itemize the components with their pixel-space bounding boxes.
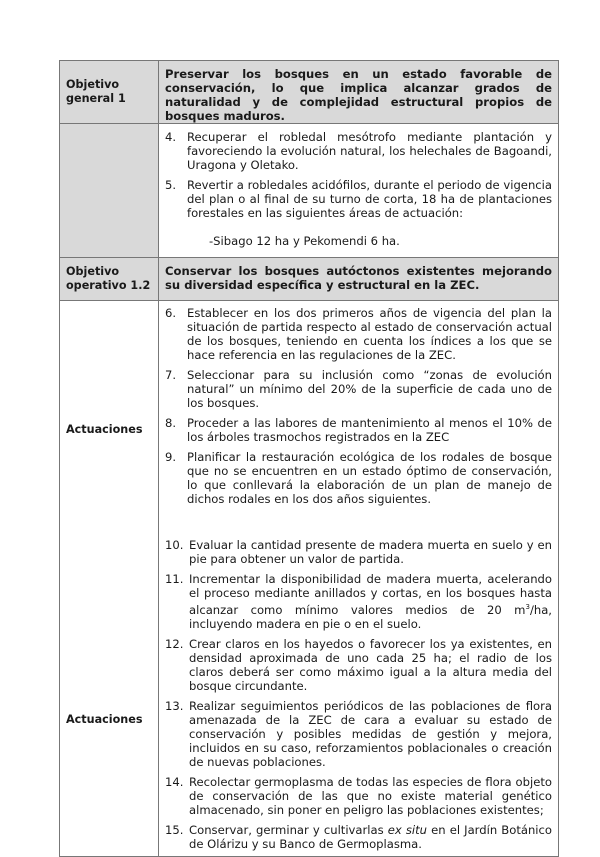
list-item [165,306,552,362]
item-text: Seleccionar para su inclusión como “zonas de evolución natural” un mínimo del 20% de la superficie de cada uno de los bosques. [187,368,552,410]
item-number: 9. [165,450,177,464]
empty-label-cell [60,124,159,257]
item-text: Recolectar germoplasma de todas las especies de flora objeto de conservación de las que no existe material genético almacenado, sin poner en peligro las poblaciones existentes; [189,774,552,817]
general-objective-row [60,61,558,123]
item-number: 10. [165,538,184,552]
item-text: Crear claros en los hayedos o favorecer los ya existentes, en densidad aproximada de uno cada 25 ha; el radio de los claros deberá ser como máximo igual a la altura media del bosque circundante. [189,636,552,693]
item-text-part: Conservar, germinar y cultivarlas [189,822,388,837]
item-text: Recuperar el robledal mesótrofo mediante plantación y favoreciendo la evolución natural, los helechales de Bagoandi, Uragona y Oletako. [187,130,552,172]
item-text [189,572,552,631]
item-text: Revertir a robledales acidófilos, durante el periodo de vigencia del plan o al final de su turno de corta, 18 ha de plantaciones forestales en las siguientes áreas de actuación: [187,178,552,220]
item-number: 7. [165,368,177,382]
continued-actions-list [165,130,552,220]
item-number: 8. [165,416,177,430]
item-text-italic: ex situ [387,822,428,837]
general-objective-label: Objetivo general 1 [60,61,159,123]
list-item [165,775,552,817]
item-text: Establecer en los dos primeros años de vigencia del plan la situación de partida respecto al estado de conservación actual de los bosques, teniendo en cuenta los índices a los que se hace referencia en las regulaciones de la ZEC. [187,306,552,362]
item-text-part: en el Jardín Botánico de Olárizu y su Banco de Germoplasma. [189,822,553,851]
item-text-part: /ha, incluyendo madera en pie o en el suelo. [189,602,552,631]
list-item [165,130,552,172]
operational-objective-text: Conservar los bosques autóctonos existentes mejorando su diversidad específica y estructural en la ZEC. [159,258,558,300]
actions-row [60,300,558,856]
item-text: Realizar seguimientos periódicos de las poblaciones de flora amenazada de la ZEC de cara a evaluar su estado de conservación y posibles medidas de gestión y mejora, incluidos en su caso, reforzamientos poblacionales o creación de nuevas poblaciones. [189,698,552,769]
item-text: Proceder a las labores de mantenimiento al menos el 10% de los árboles trasmochos registrados en la ZEC [187,416,552,444]
item-text: Planificar la restauración ecológica de los rodales de bosque que no se encuentren en un estado óptimo de conservación, lo que conllevará la elaboración de un plan de manejo de dichos rodales en los dos años siguientes. [187,450,552,506]
list-item [165,637,552,693]
actions-cell [159,301,558,856]
item-number: 13. [165,698,184,713]
general-objective-text: Preservar los bosques en un estado favorable de conservación, lo que implica alcanzar grados de naturalidad y de complejidad estructural propios de bosques maduros. [159,61,558,123]
item-text-part: Incrementar la disponibilidad de madera muerta, acelerando el proceso mediante anillados y cortas, en los bosques hasta alcanzar como mínimo valores medios de 20 m [189,572,552,617]
item-number: 5. [165,178,177,192]
list-item [165,416,552,444]
actions-label: Actuaciones [66,423,143,436]
list-item [165,450,552,506]
item-number: 6. [165,306,177,320]
item-number: 14. [165,774,184,789]
item-number: 15. [165,822,184,837]
superscript-three: 3 [525,603,530,611]
continued-actions-cell [159,124,558,257]
actions-list [165,306,552,851]
item-number: 11. [165,572,184,586]
item-number: 12. [165,636,184,651]
objectives-table [59,60,559,857]
item-number: 4. [165,130,177,144]
list-item [165,572,552,631]
list-item [165,699,552,769]
actions-label: Actuaciones [66,713,143,726]
action-areas-text: -Sibago 12 ha y Pekomendi 6 ha. [209,234,400,248]
continued-actions-row [60,123,558,257]
item-text: Evaluar la cantidad presente de madera muerta en suelo y en pie para obtener un valor de partida. [189,538,552,566]
list-item [165,178,552,220]
operational-objective-label: Objetivo operativo 1.2 [60,258,159,300]
list-item [165,368,552,410]
list-item [165,538,552,566]
actions-label-cell [60,301,159,856]
operational-objective-row [60,257,558,300]
